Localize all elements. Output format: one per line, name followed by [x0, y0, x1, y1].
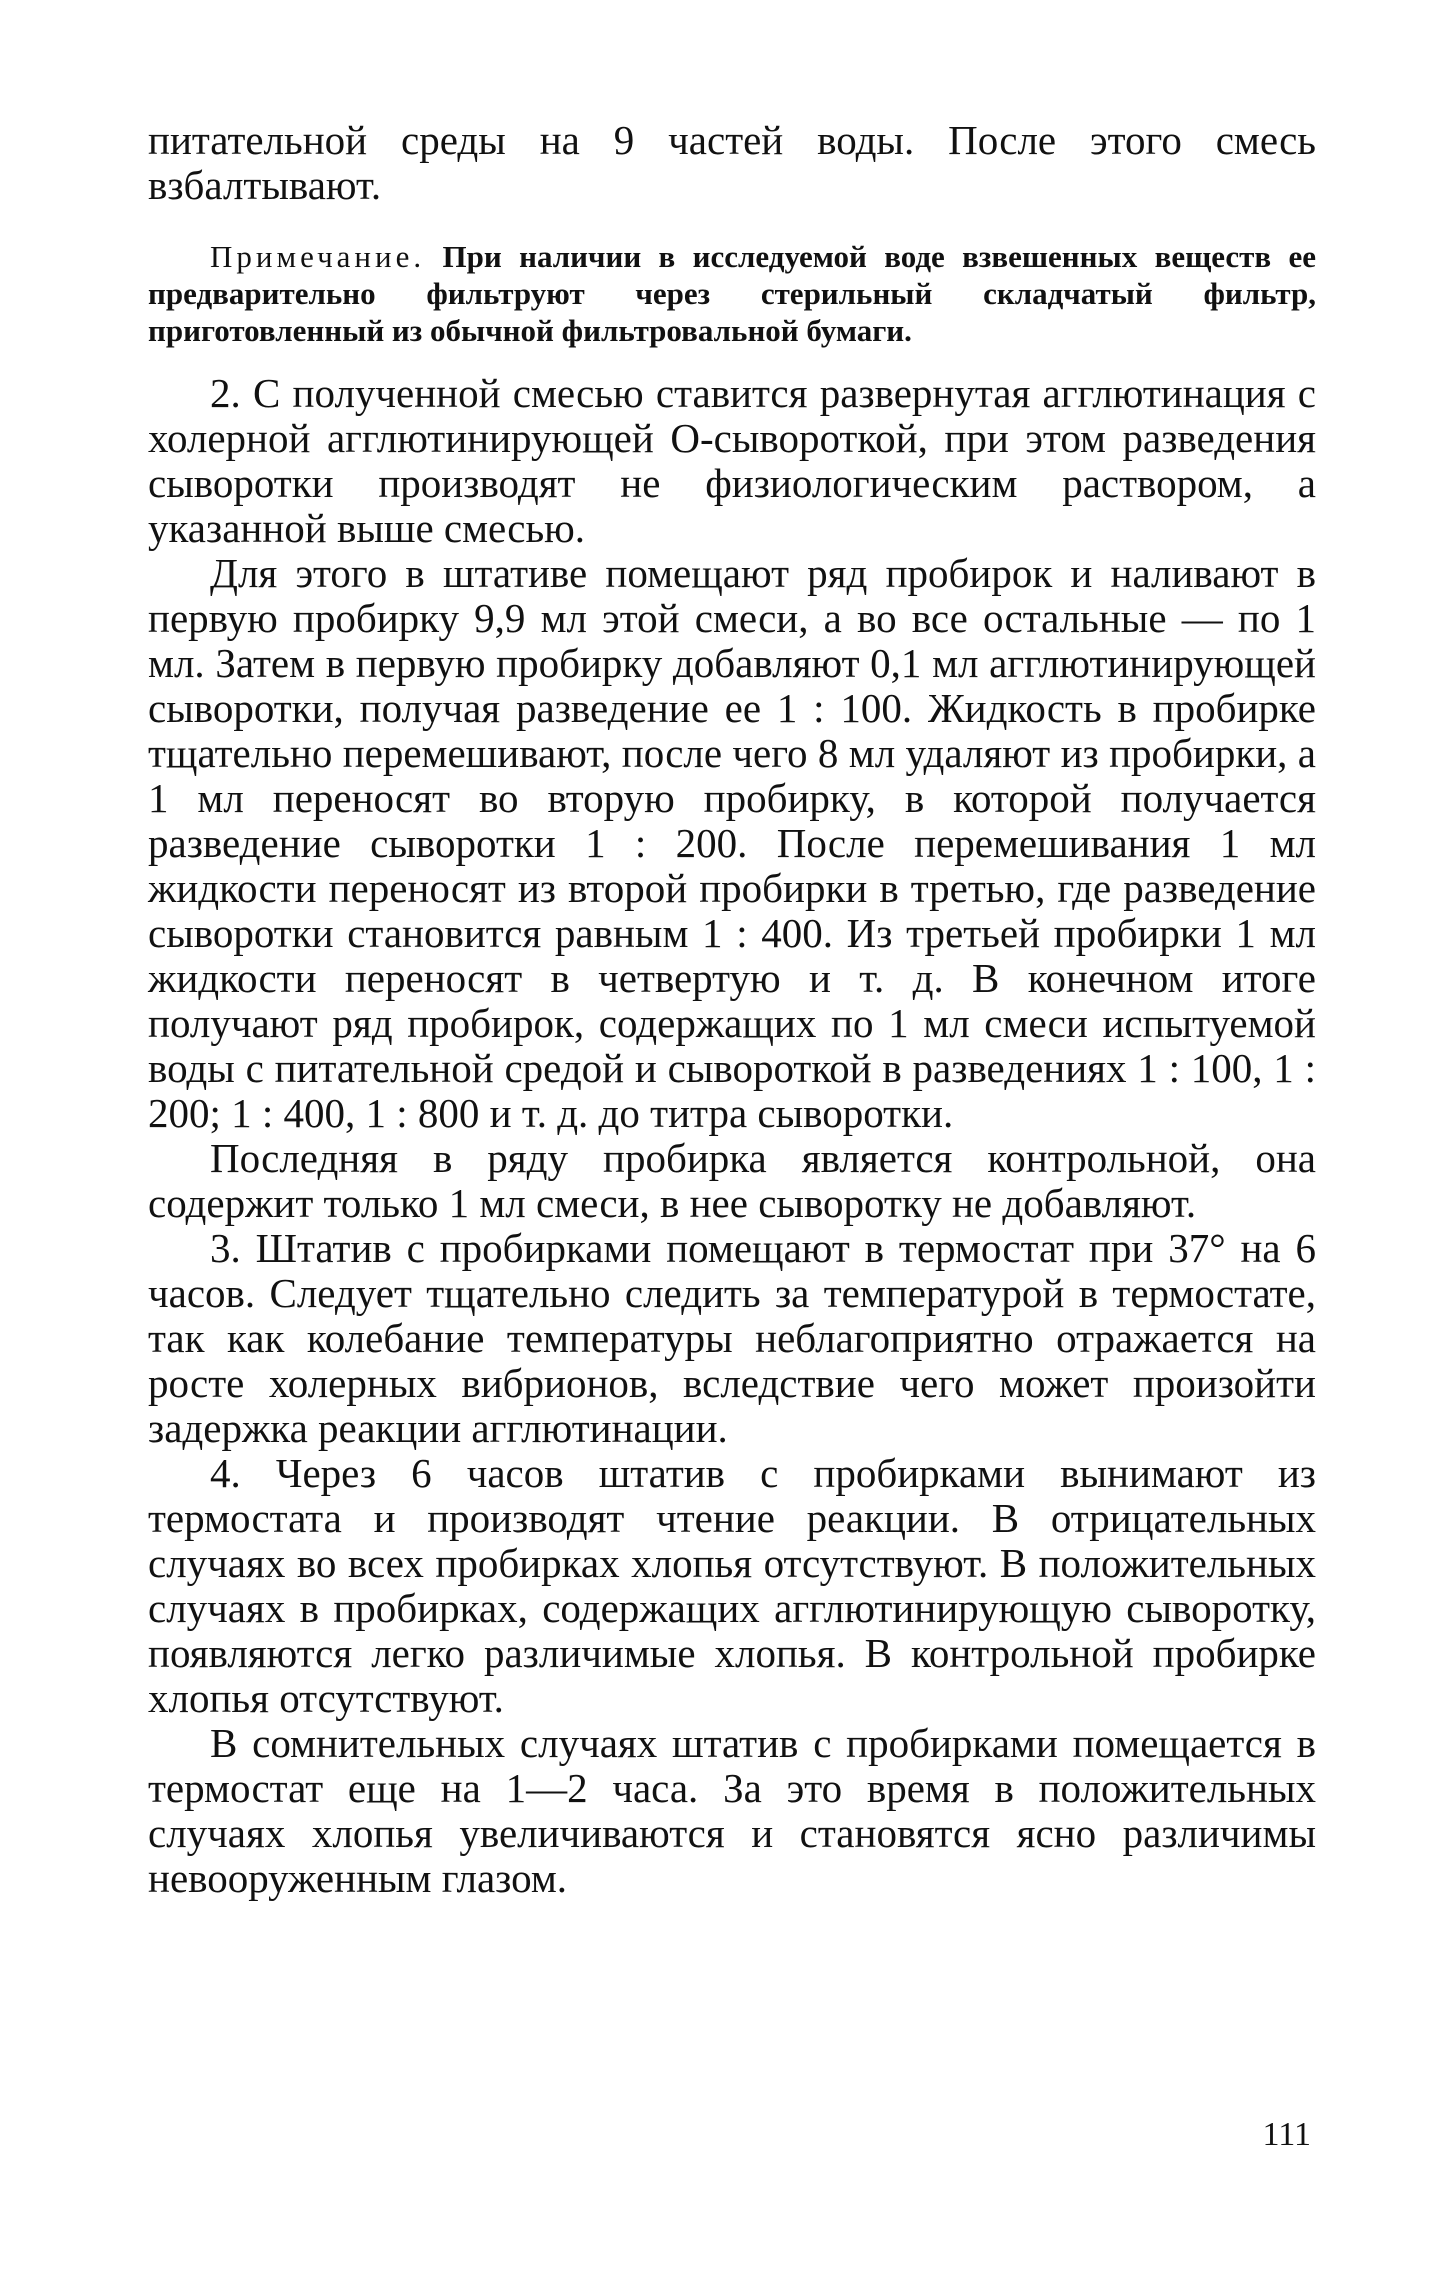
paragraph-continuation: питательной среды на 9 частей воды. После этого смесь взбалтывают.	[148, 117, 1316, 208]
note-text: При наличии в исследуемой воде взвешенных веществ ее предварительно фильтруют через стерильный складчатый фильтр, приготовленный из обычной фильтровальной бумаги.	[148, 239, 1317, 348]
paragraph-doubtful-cases: В сомнительных случаях штатив с пробирками помещается в термостат еще на 1—2 часа. За это время в положительных случаях хлопья увеличиваются и становятся ясно различимы невооруженным глазом.	[148, 1720, 1316, 1901]
paragraph-step-2: 2. С полученной смесью ставится развернутая агглютинация с холерной агглютинирующей О-сывороткой, при этом разведения сыворотки производят не физиологическим раствором, а указанной выше смесью.	[148, 370, 1316, 551]
paragraph-dilution-procedure: Для этого в штативе помещают ряд пробирок и наливают в первую пробирку 9,9 мл этой смеси, а во все остальные — по 1 мл. Затем в первую пробирку добавляют 0,1 мл агглютинирующей сыворотки, получая разведение ее 1 : 100. Жидкость в пробирке тщательно перемешивают, после чего 8 мл удаляют из пробирки, а 1 мл переносят во вторую пробирку, в которой получается разведение сыворотки 1 : 200. После перемешивания 1 мл жидкости переносят из второй пробирки в третью, где разведение сыворотки становится равным 1 : 400. Из третьей пробирки 1 мл жидкости переносят в четвертую и т. д. В конечном итоге получают ряд пробирок, содержащих по 1 мл смеси испытуемой воды с питательной средой и сывороткой в разведениях 1 : 100, 1 : 200; 1 : 400, 1 : 800 и т. д. до титра сыворотки.	[148, 550, 1316, 1136]
paragraph-step-3: 3. Штатив с пробирками помещают в термостат при 37° на 6 часов. Следует тщательно следить за температурой в термостате, так как колебание температуры неблагоприятно отражается на росте холерных вибрионов, вследствие чего может произойти задержка реакции агглютинации.	[148, 1225, 1316, 1451]
note-label: Примечание.	[210, 239, 426, 274]
paragraph-step-4: 4. Через 6 часов штатив с пробирками вынимают из термостата и производят чтение реакции. В отрицательных случаях во всех пробирках хлопья отсутствуют. В положительных случаях в пробирках, содержащих агглютинирующую сыворотку, появляются легко различимые хлопья. В контрольной пробирке хлопья отсутствуют.	[148, 1450, 1316, 1721]
note-paragraph	[148, 238, 1316, 349]
page-content	[148, 118, 1316, 1901]
paragraph-control-tube: Последняя в ряду пробирка является контрольной, она содержит только 1 мл смеси, в нее сыворотку не добавляют.	[148, 1135, 1316, 1226]
page-number: 111	[1262, 2116, 1311, 2153]
